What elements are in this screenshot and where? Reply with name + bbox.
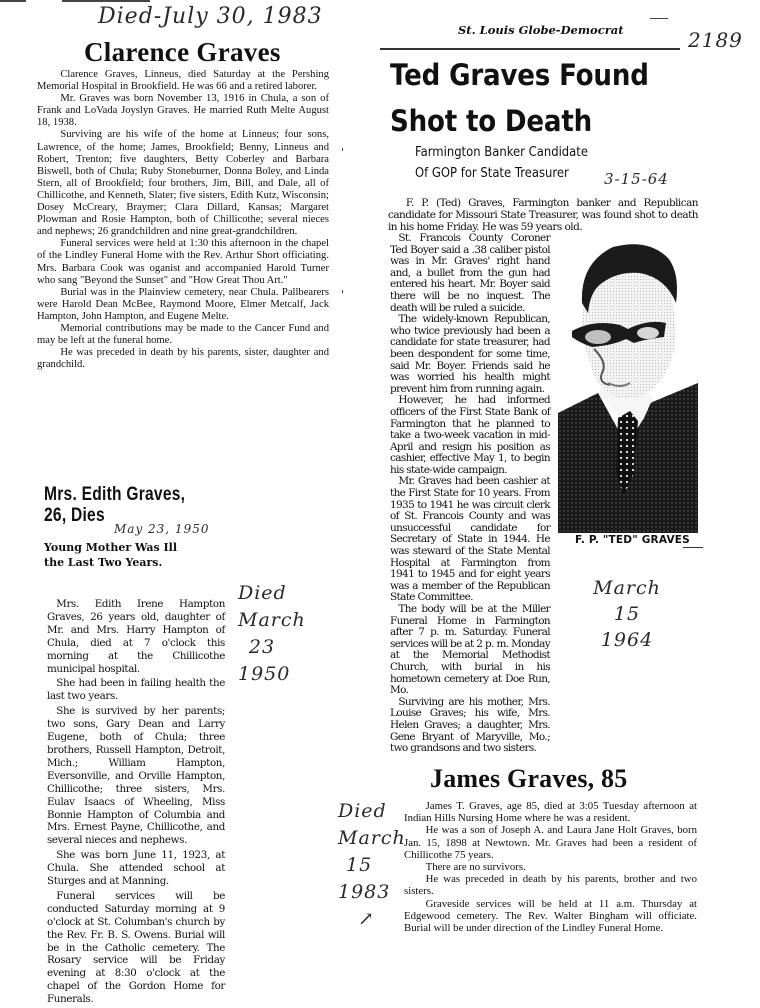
title-line: 26, Dies bbox=[44, 505, 105, 526]
arrow-icon: ↗ bbox=[358, 908, 375, 930]
paragraph: He was preceded in death by his parents, brother and two sisters. bbox=[404, 873, 697, 898]
article-lead bbox=[388, 198, 698, 234]
handwritten-date: 3-15-64 bbox=[604, 170, 669, 188]
note-line: 1950 bbox=[238, 663, 291, 685]
paragraph: There are no survivors. bbox=[425, 861, 526, 874]
article-body-ted bbox=[390, 233, 550, 755]
handwritten-side-note bbox=[238, 580, 306, 688]
obituary-title-edith bbox=[44, 484, 185, 526]
note-line: Died bbox=[238, 582, 287, 604]
paragraph: Mrs. Edith Irene Hampton Graves, 26 years old, daughter of Mr. and Mrs. Harry Hampton of Chula, died at 7 o'clock this morning at the Chillicothe municipal hospital. bbox=[47, 598, 225, 675]
paragraph: F. P. (Ted) Graves, Farmington banker and Republican candidate for Missouri State Treasurer, was found shot to death in his home Friday. He was 59 years old. bbox=[388, 197, 698, 233]
subhead-ted bbox=[415, 142, 588, 184]
paragraph: The widely-known Republican, who twice previously had been a candidate for state treasurer, had been despondent for some time, said Mr. Boyer. Friends said he was worried his health might prevent him from running again. bbox=[390, 313, 550, 395]
obituary-body-edith bbox=[47, 598, 225, 1008]
paragraph: Graveside services will be held at 11 a.m. Thursday at Edgewood cemetery. The Rev. Walter Bingham will officiate. Burial will be under direction of the Lindley Funeral Home. bbox=[404, 897, 697, 935]
headline-ted bbox=[390, 52, 649, 144]
scan-speck bbox=[342, 148, 343, 151]
note-line: March bbox=[593, 577, 661, 599]
scan-speck bbox=[342, 290, 343, 293]
handwritten-death-date: Died-July 30, 1983 bbox=[98, 4, 323, 29]
scan-speck bbox=[650, 18, 668, 19]
paragraph: She was born June 11, 1923, at Chula. She attended school at Sturges and at Manning. bbox=[47, 849, 225, 888]
obituary-body-james bbox=[404, 800, 697, 934]
note-line: Died bbox=[338, 800, 387, 822]
note-line: 23 bbox=[248, 636, 276, 658]
subhead-line: the Last Two Years. bbox=[44, 556, 163, 569]
paragraph: Burial was in the Plainview cemetery, near Chula. Pallbearers were Harold Dean McBee, Raymond Moore, Elmer Metcalf, Jack Hampton, John Hampton, and Eugene Melte. bbox=[37, 286, 329, 322]
paragraph: Clarence Graves, Linneus, died Saturday at the Pershing Memorial Hospital in Brookfield. He was 66 and a retired laborer. bbox=[37, 69, 329, 93]
headline-line: Shot to Death bbox=[390, 104, 593, 138]
masthead-rule bbox=[380, 48, 680, 50]
subhead-line: Young Mother Was Ill bbox=[44, 541, 178, 554]
paragraph: She is survived by her parents; two sons, Gary Dean and Larry Eugene, both of Chula; three brothers, Russell Hampton, Detroit, Mich.; William Hampton, Eversonville, and Orville Hampton, Chillicothe; three sisters, Mrs. Eulav Isaacs of Wheeling, Miss Bonnie Hampton of Columbia and Mrs. Ernest Payne, Chillicothe, and several nieces and nephews. bbox=[47, 705, 225, 847]
obituary-body-clarence bbox=[37, 69, 329, 371]
photo-caption: F. P. "TED" GRAVES bbox=[575, 534, 690, 546]
newspaper-masthead: St. Louis Globe-Democrat bbox=[458, 23, 624, 37]
portrait-photo bbox=[558, 233, 698, 533]
paragraph: He was a son of Joseph A. and Laura Jane Holt Graves, born Jan. 15, 1898 at Newtown. Mr. Graves had been a resident of Chillicothe 75 years. bbox=[404, 824, 697, 861]
paragraph: She had been in failing health the last two years. bbox=[47, 677, 225, 703]
paragraph: Surviving are his wife of the home at Linneus; four sons, Lawrence, of the home; James, Brookfield; Benny, Linneus and Robert, Trenton; five daughters, Betty Coberley and Barbara Biswell, both of Chula; Ruby Stoneburner, Donna Boley, and Linda Stern, all of Brookfield; four brothers, Jim, Bill, and Dale, all of Chillicothe, and Kenneth, Slater; five sisters, Edith Kutz, Wisconsin; Dosey McCreary, Braymer; Clara Dillard, Kansas; Margaret Plowman and Rosie Hampton, both of Chillicothe; several nieces and nephews; 26 grandchildren and nine great-grandchildren. bbox=[37, 129, 329, 238]
headline-line: Ted Graves Found bbox=[390, 58, 649, 92]
portrait-illustration bbox=[558, 233, 698, 533]
obituary-title-james: James Graves, 85 bbox=[430, 764, 628, 793]
note-line: March bbox=[338, 827, 406, 849]
paragraph: Mr. Graves had been cashier at the First State for 10 years. From 1935 to 1941 he was circuit clerk of St. Francois County and was unsuccessful candidate for Secretary of State in 1944. He was steward of the State Mental Hospital at Farmington from 1941 to 1945 and for eight years was a member of the Republican State Committee. bbox=[390, 475, 550, 604]
handwritten-page-number: 2189 bbox=[688, 28, 743, 52]
paragraph: St. Francois County Coroner Ted Boyer said a .38 caliber pistol was in Mr. Graves' right hand and, a bullet from the gun had entered his heart. Mr. Boyer said there will be no inquest. The death will be ruled a suicide. bbox=[390, 232, 550, 314]
note-line: March bbox=[238, 609, 306, 631]
note-line: 15 bbox=[346, 854, 373, 876]
subhead-line: Farmington Banker Candidate bbox=[415, 144, 588, 160]
paragraph: However, he had informed officers of the First State Bank of Farmington that he planned to take a two-week vacation in mid-April and resign his position as cashier, effective May 1, to begin his state-wide campaign. bbox=[390, 394, 550, 476]
clipping-edge-mark bbox=[0, 0, 26, 2]
caption-rule bbox=[683, 547, 703, 548]
paragraph: The body will be at the Miller Funeral Home in Farmington after 7 p. m. Saturday. Funeral services will be at 2 p. m. Monday at the Memorial Methodist Church, with burial in his hometown cemetery at Doe Run, Mo. bbox=[390, 603, 550, 697]
paragraph: Surviving are his mother, Mrs. Louise Graves; his wife, Mrs. Helen Graves; a daughter, Mrs. Gene Bryant of Maryville, Mo.; two grandsons and two sisters. bbox=[390, 695, 550, 755]
handwritten-date: May 23, 1950 bbox=[114, 522, 210, 536]
paragraph: Funeral services will be conducted Saturday morning at 9 o'clock at St. Columban's church by the Rev. Fr. B. S. Owens. Burial will be in the Catholic cemetery. The Rosary service will be Friday evening at 8:30 o'clock at the chapel of the Gordon Home for Funerals. bbox=[47, 889, 225, 1006]
handwritten-side-note bbox=[338, 798, 406, 933]
paragraph: Memorial contributions may be made to the Cancer Fund and may be left at the funeral home. bbox=[37, 322, 329, 347]
clipping-edge-mark bbox=[62, 0, 150, 2]
handwritten-side-note bbox=[592, 575, 662, 653]
note-line: 15 bbox=[613, 603, 641, 625]
subhead-line: Of GOP for State Treasurer bbox=[415, 165, 569, 181]
paragraph: James T. Graves, age 85, died at 3:05 Tuesday afternoon at Indian Hills Nursing Home where he was a resident. bbox=[404, 800, 697, 825]
note-line: 1983 bbox=[338, 881, 391, 903]
paragraph: Mr. Graves was born November 13, 1916 in Chula, a son of Frank and LoVada Joyslyn Graves. He married Ruth Melte August 18, 1938. bbox=[37, 93, 329, 129]
obituary-title-clarence: Clarence Graves bbox=[84, 37, 281, 67]
note-line: 1964 bbox=[600, 629, 654, 651]
paragraph: Funeral services were held at 1:30 this afternoon in the chapel of the Lindley Funeral Home with the Rev. Arthur Short officiating. Mrs. Barbara Cook was oganist and accompanied Harold Turner who sang "Beyond the Sunset" and "How Great Thou Art." bbox=[37, 238, 329, 286]
title-line: Mrs. Edith Graves, bbox=[44, 484, 186, 505]
obituary-subhead-edith bbox=[44, 540, 177, 570]
paragraph: He was preceded in death by his parents, sister, daughter and grandchild. bbox=[37, 347, 329, 371]
